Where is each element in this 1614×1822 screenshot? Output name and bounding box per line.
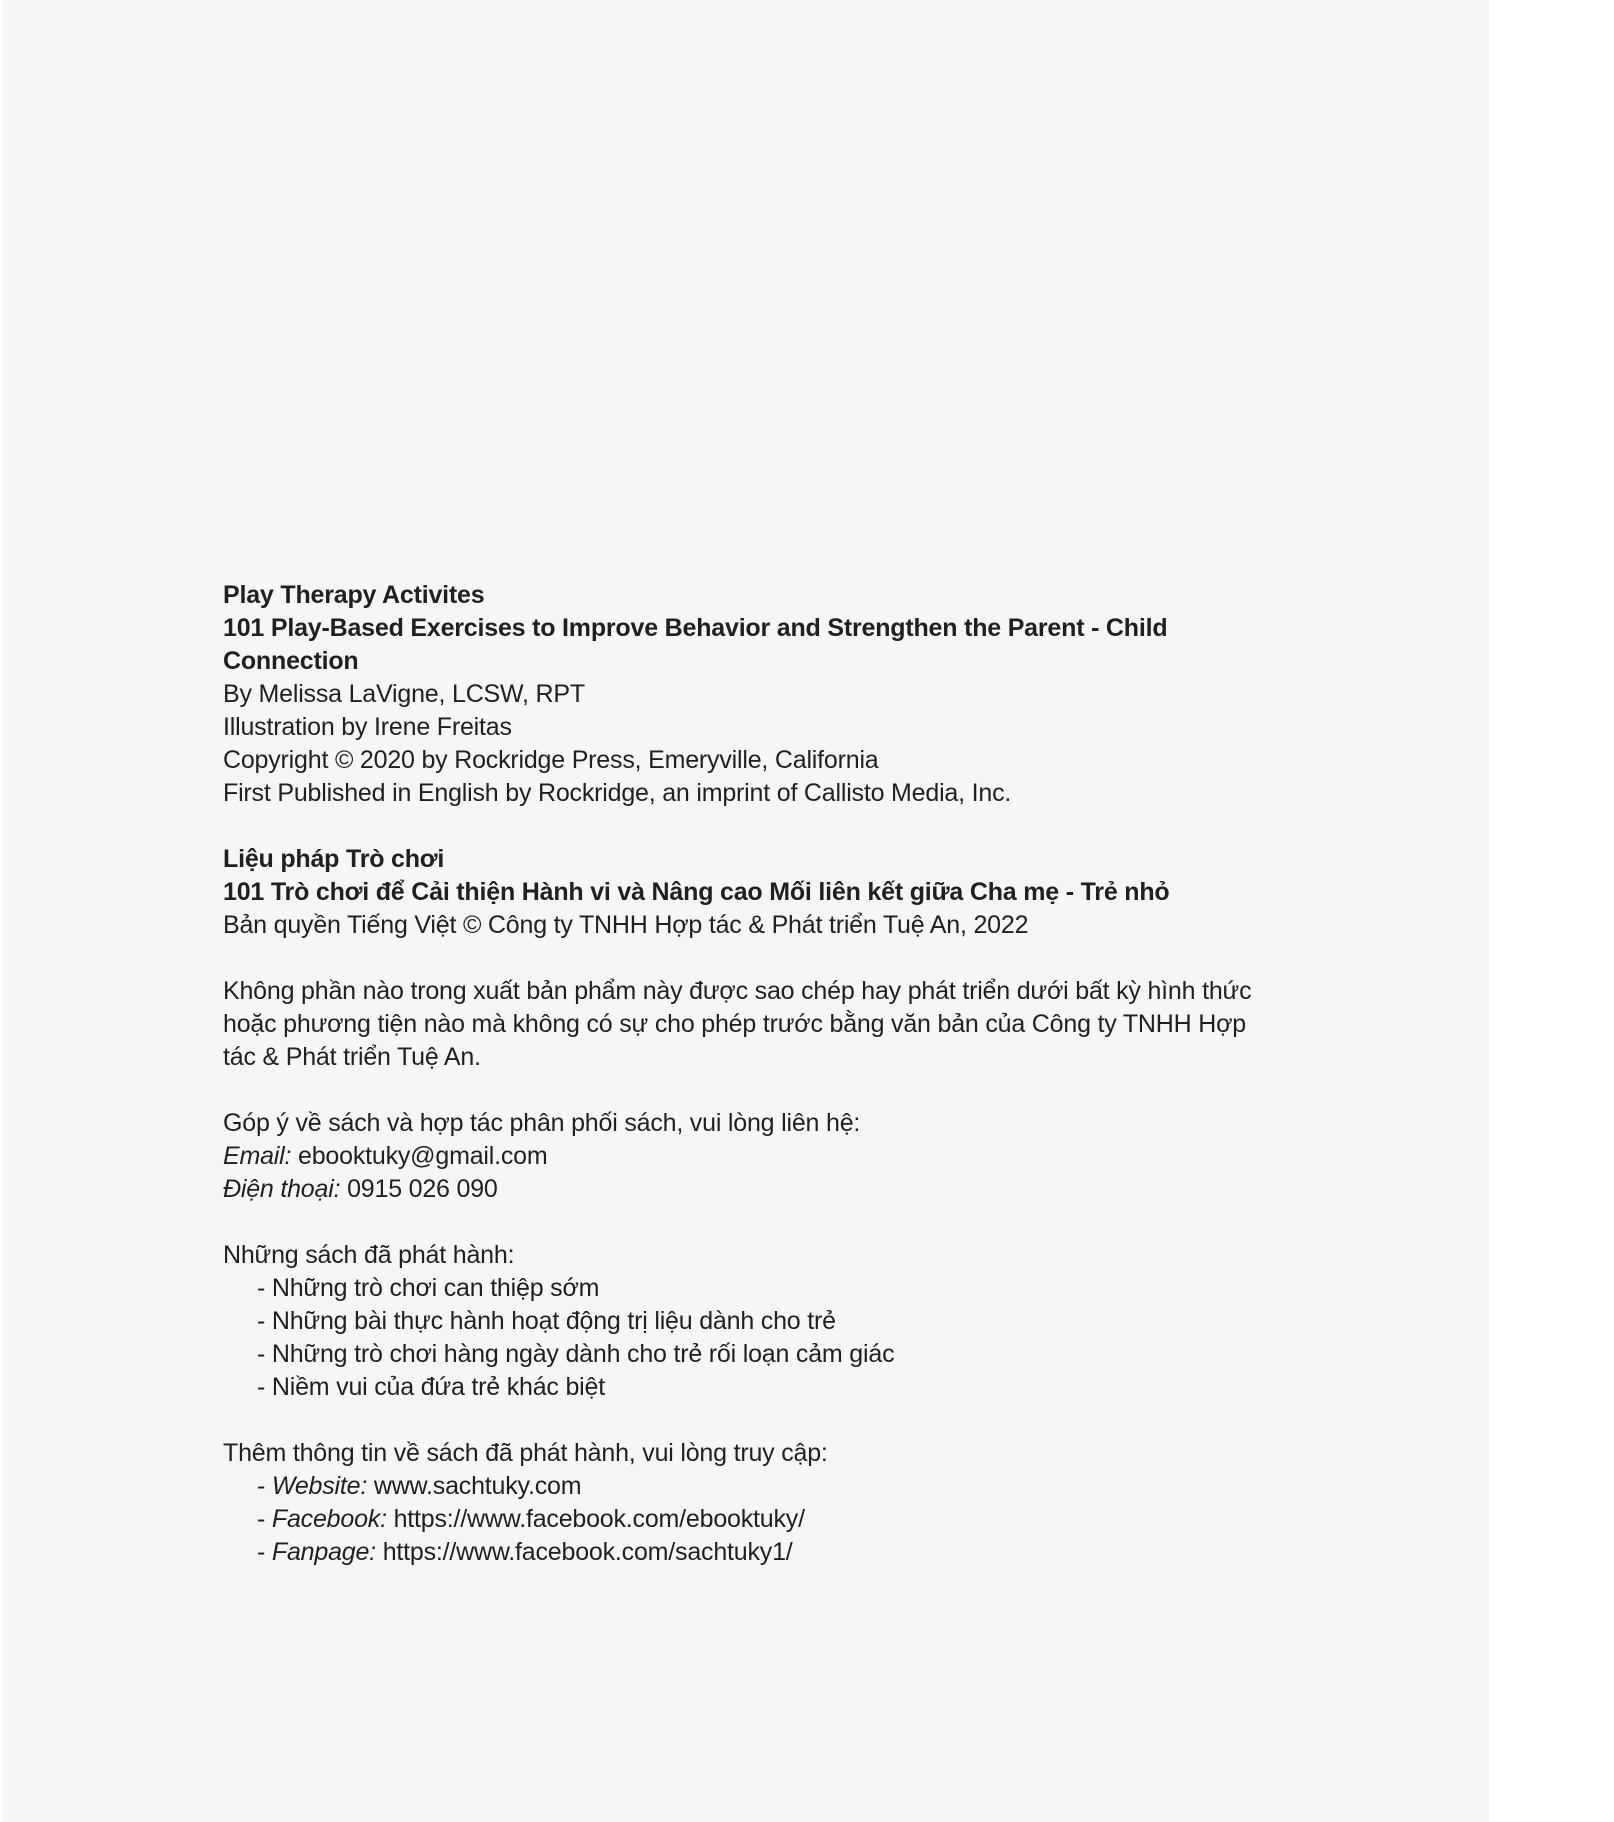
fanpage-row (223, 1536, 1253, 1569)
published-books-heading: Những sách đã phát hành: (223, 1241, 515, 1269)
spacer (223, 1206, 1253, 1239)
fanpage-label: Fanpage: (271, 1538, 376, 1566)
contact-phone-label: Điện thoại: (223, 1175, 341, 1203)
list-dash: - (257, 1472, 266, 1500)
list-dash: - (257, 1538, 266, 1566)
english-title: Play Therapy Activites (223, 581, 485, 609)
english-first-published: First Published in English by Rockridge, an imprint of Callisto Media, Inc. (223, 779, 1012, 807)
published-book-item: - Những bài thực hành hoạt động trị liệu dành cho trẻ (257, 1307, 836, 1335)
contact-email (223, 1140, 1253, 1173)
colophon-text-block (223, 579, 1253, 1569)
contact-phone-value: 0915 026 090 (347, 1175, 498, 1203)
english-illustrator: Illustration by Irene Freitas (223, 713, 512, 741)
spacer (223, 942, 1253, 975)
published-book-item: - Niềm vui của đứa trẻ khác biệt (257, 1373, 605, 1401)
english-copyright: Copyright © 2020 by Rockridge Press, Emeryville, California (223, 746, 879, 774)
english-subtitle: 101 Play-Based Exercises to Improve Behavior and Strengthen the Parent - Child Connection (223, 614, 1168, 675)
facebook-label: Facebook: (271, 1505, 387, 1533)
contact-email-label: Email: (223, 1142, 292, 1170)
website-url: www.sachtuky.com (373, 1472, 582, 1500)
published-book-item: - Những trò chơi hàng ngày dành cho trẻ rối loạn cảm giác (257, 1340, 895, 1368)
spacer (223, 810, 1253, 843)
contact-intro: Góp ý về sách và hợp tác phân phối sách, vui lòng liên hệ: (223, 1109, 861, 1137)
english-author: By Melissa LaVigne, LCSW, RPT (223, 680, 585, 708)
facebook-url: https://www.facebook.com/ebooktuky/ (393, 1505, 805, 1533)
book-page (3, 0, 1489, 1822)
fanpage-url: https://www.facebook.com/sachtuky1/ (382, 1538, 793, 1566)
more-info-heading: Thêm thông tin về sách đã phát hành, vui lòng truy cập: (223, 1439, 828, 1467)
website-label: Website: (271, 1472, 368, 1500)
rights-notice: Không phần nào trong xuất bản phẩm này được sao chép hay phát triển dưới bất kỳ hình thức hoặc phương tiện nào mà không có sự cho phép trước bằng văn bản của Công ty TNHH Hợp tác & Phát triển Tuệ An. (223, 977, 1252, 1071)
spacer (223, 1404, 1253, 1437)
website-row (223, 1470, 1253, 1503)
facebook-row (223, 1503, 1253, 1536)
published-book-item: - Những trò chơi can thiệp sớm (257, 1274, 600, 1302)
vietnamese-title: Liệu pháp Trò chơi (223, 845, 445, 873)
vietnamese-subtitle: 101 Trò chơi để Cải thiện Hành vi và Nâng cao Mối liên kết giữa Cha mẹ - Trẻ nhỏ (223, 878, 1170, 906)
contact-phone (223, 1173, 1253, 1206)
spacer (223, 1074, 1253, 1107)
vietnamese-copyright: Bản quyền Tiếng Việt © Công ty TNHH Hợp tác & Phát triển Tuệ An, 2022 (223, 911, 1029, 939)
contact-email-value: ebooktuky@gmail.com (298, 1142, 548, 1170)
list-dash: - (257, 1505, 266, 1533)
